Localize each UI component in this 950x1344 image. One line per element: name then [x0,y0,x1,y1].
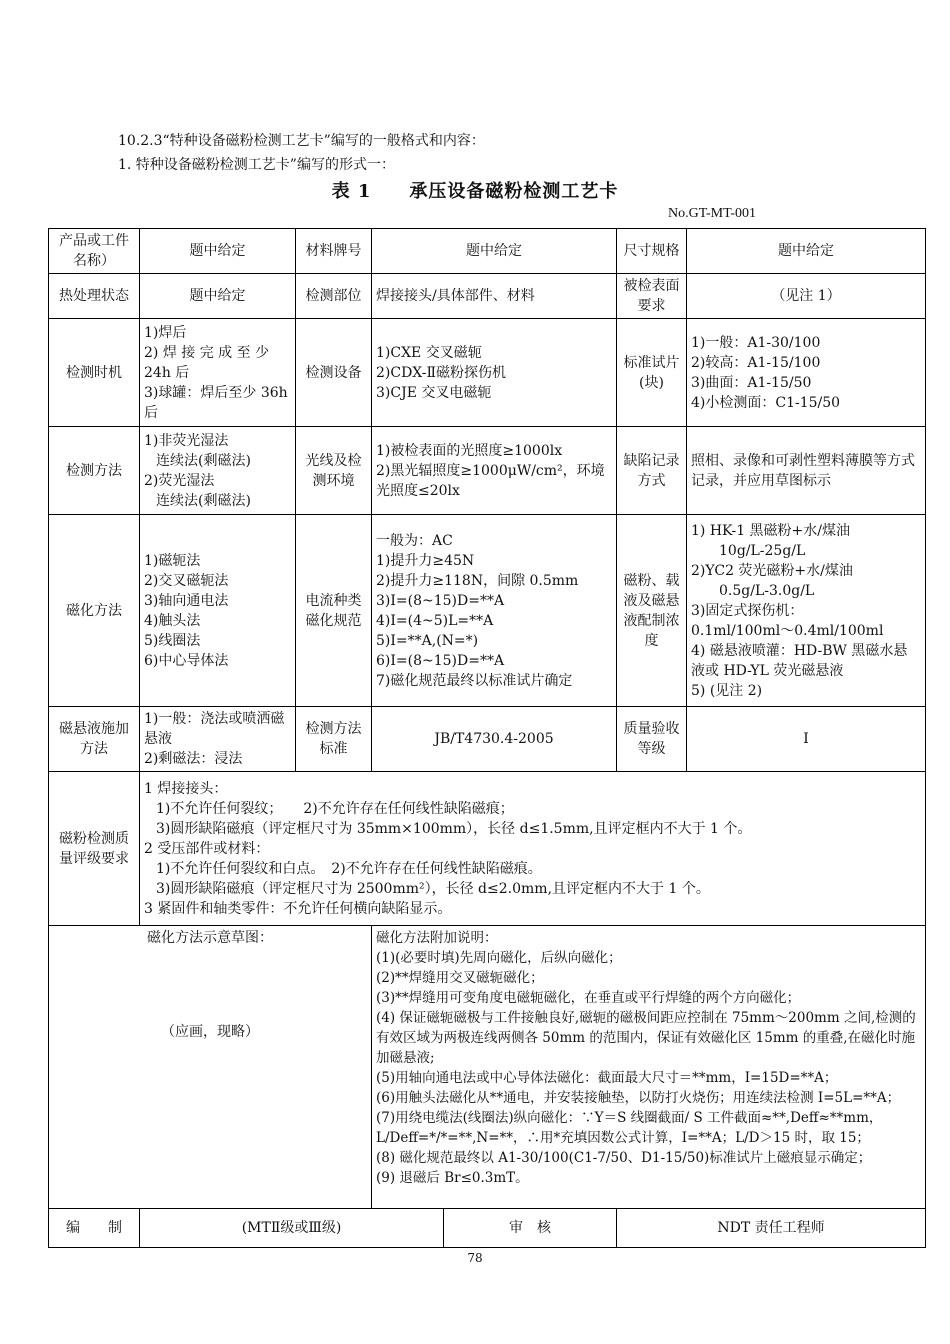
notes-cell [372,926,926,1209]
compile-label: 编 制 [49,1209,140,1248]
standard-piece-item: 3)曲面：A1-15/50 [691,374,812,391]
mag-item: 3)轴向通电法 [144,592,229,609]
surface-label: 被检表面要求 [617,274,687,319]
method-item: 2)荧光湿法 [144,472,215,489]
equipment-label: 检测设备 [296,319,372,427]
current-item: 4)I=(4~5)L=**A [376,612,494,629]
current-list [372,515,617,707]
product-value: 题中给定 [140,229,296,274]
mag-item: 2)交叉磁轭法 [144,572,229,589]
part-value: 焊接接头/具体部件、材料 [372,274,617,319]
row-signoff [49,1209,926,1248]
timing-list [140,319,296,427]
row-sketch [49,926,926,1209]
grade-value: Ⅰ [687,707,926,772]
current-item: 5)I=**A,(N=*) [376,632,479,649]
sketch-cell [49,926,372,1209]
surface-value: （见注 1） [687,274,926,319]
quality-item: 1)不允许任何裂纹和白点。 2)不允许存在任何线性缺陷磁痕。 [156,860,542,877]
current-item: 2)提升力≥118N，间隙 0.5mm [376,572,579,589]
row-product [49,229,926,274]
current-item: 1)提升力≥45N [376,552,475,569]
note-item: (9) 退磁后 Br≤0.3mT。 [376,1170,529,1186]
standard-piece-item: 1)一般：A1-30/100 [691,334,821,351]
current-item: 3)I=(8~15)D=**A [376,592,505,609]
row-magnetization [49,515,926,707]
size-label: 尺寸规格 [617,229,687,274]
record-label: 缺陷记录方式 [617,427,687,515]
powder-item: 1) HK-1 黑磁粉+水/煤油 [691,522,851,539]
powder-item: 0.5g/L-3.0g/L [719,582,815,599]
row-heat-treatment [49,274,926,319]
powder-label: 磁粉、载液及磁悬液配制浓度 [617,515,687,707]
powder-item: 10g/L-25g/L [719,542,806,559]
card-title: 表 1 承压设备磁粉检测工艺卡 [331,181,619,202]
method-item: 1)非荧光湿法 [144,432,229,449]
quality-item: 3 紧固件和轴类零件：不允许任何横向缺陷显示。 [144,900,452,917]
light-list [372,427,617,515]
powder-item: 2)YC2 荧光磁粉+水/煤油 [691,562,853,579]
intro-line-2: 1. 特种设备磁粉检测工艺卡”编写的形式一： [118,157,395,173]
note-item: (4) 保证磁轭磁极与工件接触良好,磁轭的磁极间距应控制在 75mm～200mm 之间,检测的有效区域为两极连线两侧各 50mm 的范围内，保证有效磁化区 15mm 的重叠,在磁化时施加磁悬液; [376,1010,916,1066]
review-label: 审 核 [444,1209,617,1248]
note-item: (8) 磁化规范最终以 A1-30/100(C1-7/50、D1-15/50)标准试片上磁痕显示确定； [376,1150,872,1166]
apply-list [140,707,296,772]
quality-item: 2 受压部件或材料： [144,840,270,857]
document-number: No.GT-MT-001 [668,206,757,221]
timing-label: 检测时机 [49,319,140,427]
apply-item: 1)一般：浇法或喷洒磁悬液 [144,711,285,747]
method-item: 连续法(剩磁法) [156,492,251,509]
powder-list [687,515,926,707]
quality-item: 3)圆形缺陷磁痕（评定框尺寸为 35mm×100mm），长径 d≤1.5mm,且评定框内不大于 1 个。 [156,820,752,837]
equipment-list [372,319,617,427]
part-label: 检测部位 [296,274,372,319]
quality-label: 磁粉检测质量评级要求 [49,772,140,926]
mag-item: 6)中心导体法 [144,652,229,669]
product-label: 产品或工件名称） [49,229,140,274]
standard-piece-label: 标准试片(块) [617,319,687,427]
size-value: 题中给定 [687,229,926,274]
equipment-item: 3)CJE 交叉电磁轭 [376,384,492,401]
light-label: 光线及检测环境 [296,427,372,515]
powder-item: 3)固定式探伤机： [691,602,804,619]
current-item: 6)I=(8~15)D=**A [376,652,505,669]
notes-title: 磁化方法附加说明： [376,930,498,946]
row-quality [49,772,926,926]
note-item: (6)用触头法磁化从**通电，并安装接触垫，以防打火烧伤；用连续法检测 I=5L=**A； [376,1090,901,1106]
compile-value: (MTⅡ级或Ⅲ级) [140,1209,444,1248]
sketch-note: （应画，现略） [161,1024,259,1040]
row-timing [49,319,926,427]
equipment-item: 1)CXE 交叉磁轭 [376,344,482,361]
test-standard-label: 检测方法标准 [296,707,372,772]
note-item: (2)**焊缝用交叉磁轭磁化； [376,970,544,986]
method-label: 检测方法 [49,427,140,515]
material-value: 题中给定 [372,229,617,274]
process-card-table [48,228,926,1248]
timing-item: 1)焊后 [144,324,187,341]
method-list [140,427,296,515]
light-item: 2)黑光辐照度≥1000μW/cm²，环境光照度≤20lx [376,462,605,499]
mag-label: 磁化方法 [49,515,140,707]
note-item: (3)**焊缝用可变角度电磁轭磁化，在垂直或平行焊缝的两个方向磁化； [376,990,801,1006]
mag-list [140,515,296,707]
heat-label: 热处理状态 [49,274,140,319]
heat-value: 题中给定 [140,274,296,319]
page-number: 78 [467,1251,483,1265]
row-application [49,707,926,772]
note-item: (5)用轴向通电法或中心导体法磁化：截面最大尺寸＝**mm，I=15D=**A； [376,1070,838,1086]
grade-label: 质量验收等级 [617,707,687,772]
standard-piece-item: 2)较高：A1-15/100 [691,354,821,371]
record-value: 照相、录像和可剥性塑料薄膜等方式记录，并应用草图标示 [687,427,926,515]
mag-item: 4)触头法 [144,612,201,629]
mag-item: 1)磁轭法 [144,552,201,569]
timing-item: 2) 焊 接 完 成 至 少 24h 后 [144,344,270,381]
sketch-label: 磁化方法示意草图： [147,930,273,946]
light-item: 1)被检表面的光照度≥1000lx [376,442,563,459]
test-standard-value: JB/T4730.4-2005 [372,707,617,772]
powder-item: 4) 磁悬液喷灌：HD-BW 黑磁水悬液或 HD-YL 荧光磁悬液 [691,642,908,679]
note-item: (1)(必要时填)先周向磁化，后纵向磁化； [376,950,622,966]
quality-list [140,772,926,926]
apply-label: 磁悬液施加方法 [49,707,140,772]
current-label: 电流种类磁化规范 [296,515,372,707]
review-value: NDT 责任工程师 [617,1209,926,1248]
current-item: 7)磁化规范最终以标准试片确定 [376,672,573,689]
quality-item: 3)圆形缺陷磁痕（评定框尺寸为 2500mm²），长径 d≤2.0mm,且评定框内不大于 1 个。 [156,880,710,897]
quality-item: 1)不允许任何裂纹； 2)不允许存在任何线性缺陷磁痕； [156,800,514,817]
current-item: 一般为：AC [376,532,453,549]
standard-piece-list [687,319,926,427]
powder-item: 5) (见注 2) [691,682,763,699]
timing-item: 3)球罐：焊后至少 36h后 [144,384,288,421]
method-item: 连续法(剩磁法) [156,452,251,469]
material-label: 材料牌号 [296,229,372,274]
powder-item: 0.1ml/100ml～0.4ml/100ml [691,622,884,639]
quality-item: 1 焊接接头： [144,780,228,797]
standard-piece-item: 4)小检测面：C1-15/50 [691,394,841,411]
row-method [49,427,926,515]
note-item: (7)用绕电缆法(线圈法)纵向磁化：∵Y＝S 线圈截面/ S 工件截面≈**,Deff≈**mm，L/Deff=*/*=**,N=**，∴用*充填因数公式计算，I=**A；L/D＞15 时，取 15； [376,1110,883,1146]
intro-line-1: 10.2.3“特种设备磁粉检测工艺卡”编写的一般格式和内容： [118,133,485,149]
mag-item: 5)线圈法 [144,632,201,649]
equipment-item: 2)CDX-Ⅱ磁粉探伤机 [376,364,507,381]
apply-item: 2)剩磁法：浸法 [144,751,243,767]
